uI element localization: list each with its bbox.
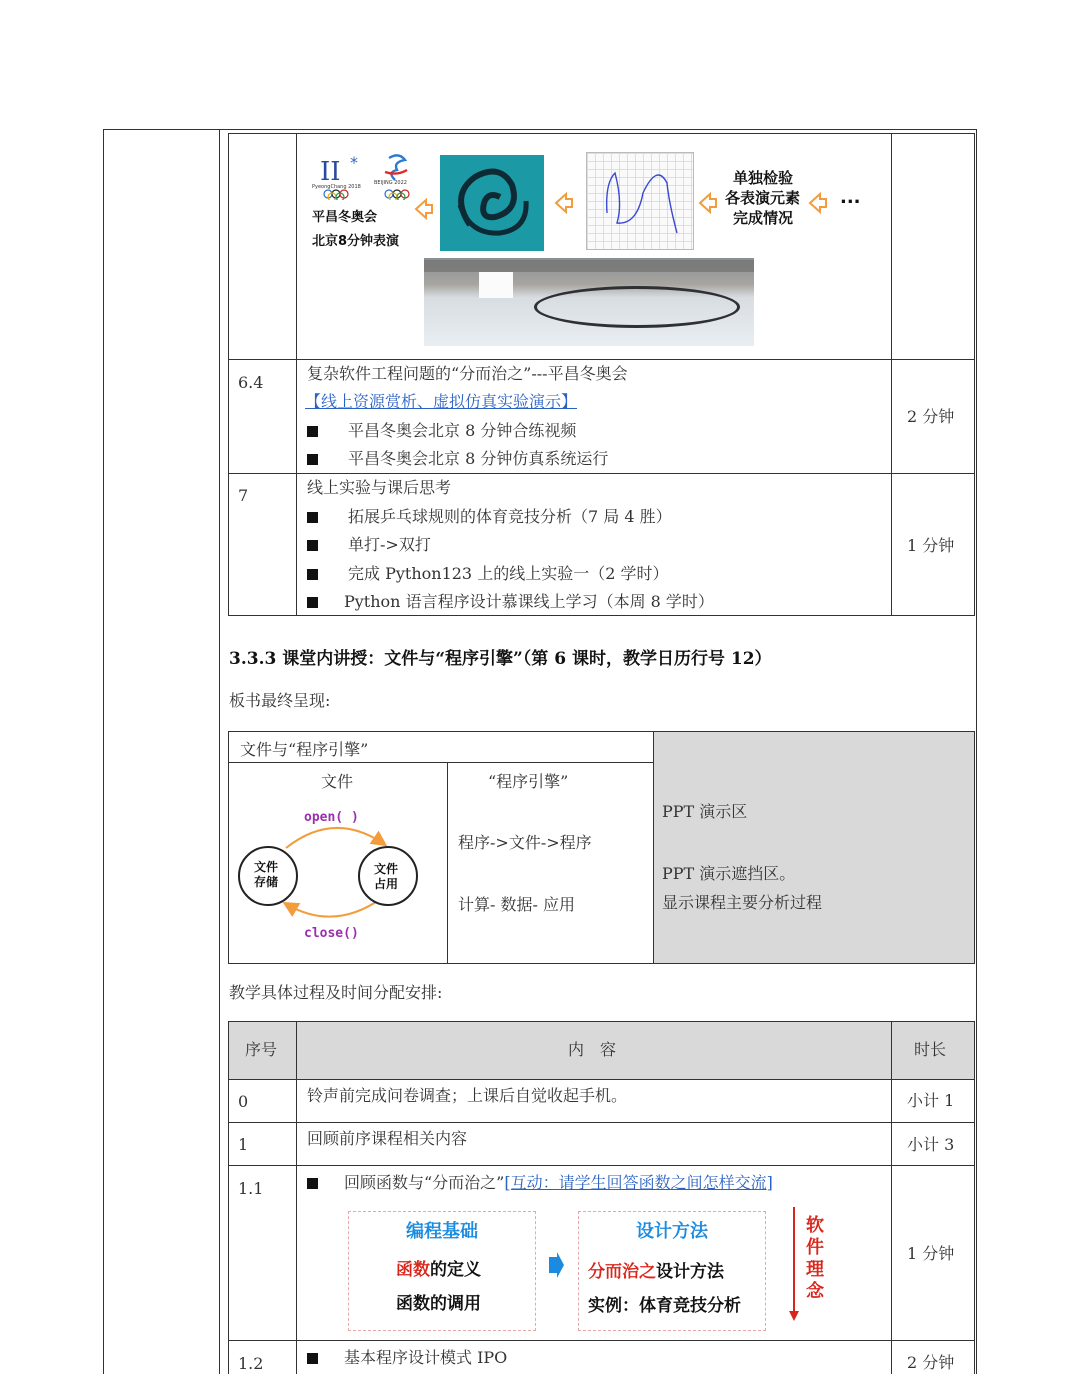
grid-trajectory-image [586,152,694,250]
beijing-logo [375,150,420,200]
row-7-bullet-3: 完成 Python123 上的线上实验一（2 学时） [307,564,668,584]
ppt-area-cell [653,731,974,964]
box1-line3: 函数的调用 [396,1294,481,1314]
right-arrow-icon [698,192,718,218]
row-6-4-time: 2 分钟 [907,407,955,426]
row-1-1-content: 回顾函数与“分而治之”[互动：请学生回答函数之间怎样交流] [307,1173,773,1193]
row-0-num: 0 [238,1092,249,1111]
engine-line-2: 计算- 数据- 应用 [458,895,575,914]
board-label: 板书最终呈现: [229,691,331,710]
row-1-2-time: 2 分钟 [907,1353,955,1372]
box2-line3: 实例：体育竞技分析 [588,1296,741,1316]
row-7-num: 7 [238,486,249,505]
file-col-title: 文件 [321,772,354,791]
middle-arrow-icon [554,192,574,218]
row-6-4-bullet-2: 平昌冬奥会北京 8 分钟仿真系统运行 [307,449,608,469]
row-1-2-content: 基本程序设计模式 IPO [307,1348,507,1368]
engine-col-title: “程序引擎” [488,772,569,791]
pyeongchang-text: PyeongChang 2018 [312,184,361,190]
left-circle-line-1: 文件 [254,860,279,874]
row-7-title: 线上实验与课后思考 [307,478,452,497]
side-note-3: 完成情况 [733,209,794,227]
down-arrow-icon [788,1207,800,1327]
side-note-1: 单独检验 [733,169,794,187]
row-1-1-link[interactable]: [互动：请学生回答函数之间怎样交流] [504,1173,773,1192]
vertical-label-2: 件 [806,1237,824,1258]
vertical-label-1: 软 [806,1215,824,1236]
row-6-4-bullet-1: 平昌冬奥会北京 8 分钟合练视频 [307,421,576,441]
left-arrow-icon [414,198,434,224]
forward-arrow-icon [546,1251,566,1283]
file-cycle-diagram [234,800,434,950]
frame-left [103,129,104,1374]
left-circle-line-2: 存储 [254,875,279,889]
row-1-1-time: 1 分钟 [907,1244,955,1263]
frame-right [976,129,977,1374]
close-label: close() [304,926,359,941]
ppt-area-text: PPT 演示区 [662,802,748,821]
box1-title: 编程基础 [406,1221,478,1242]
teal-swirl-image [440,155,544,251]
row-1-2-num: 1.2 [238,1354,264,1373]
right-circle-line-2: 占用 [374,877,399,891]
section-heading: 3.3.3 课堂内讲授：文件与“程序引擎”（第 6 课时，教学日历行号 12） [229,649,772,669]
box2-line2: 分而治之设计方法 [588,1262,724,1282]
vertical-label-3: 理 [806,1259,824,1280]
row-7-bullet-2: 单打->双打 [307,535,431,555]
ppt-cover-text: PPT 演示遮挡区。 [662,864,796,883]
olympics-graphic [300,140,885,350]
board-title: 文件与“程序引擎” [240,740,369,759]
row-0-time: 小计 1 [907,1091,955,1110]
logos-caption-2: 北京8分钟表演 [312,234,400,249]
box2-title: 设计方法 [636,1221,708,1242]
beijing-text: BEIJING 2022 [374,180,407,186]
row-7-bullet-1: 拓展乒乓球规则的体育竞技分析（7 局 4 胜） [307,507,672,527]
ppt-cover-text-2: 显示课程主要分析过程 [662,893,823,912]
ellipsis: ... [840,187,861,208]
header-num: 序号 [245,1040,278,1059]
row-1-num: 1 [238,1135,249,1154]
row-1-1-num: 1.1 [238,1179,264,1198]
ice-rink-photo [424,258,754,346]
concept-diagram [340,1205,860,1335]
svg-text:*: * [350,153,358,172]
logos-caption-1: 平昌冬奥会 [312,210,378,225]
frame-divider [219,129,220,1374]
row-6-4-num: 6.4 [238,373,264,392]
open-label: open( ) [304,810,359,825]
row-7-time: 1 分钟 [907,536,955,555]
right-circle-line-1: 文件 [374,862,399,876]
box1-line2: 函数的定义 [396,1260,481,1280]
process-label: 教学具体过程及时间分配安排: [229,983,443,1002]
row-1-content: 回顾前序课程相关内容 [307,1129,468,1148]
row-0-content: 铃声前完成问卷调查；上课后自觉收起手机。 [307,1086,628,1105]
row-1-time: 小计 3 [907,1135,955,1154]
svg-text:II: II [320,157,341,187]
header-time: 时长 [914,1040,947,1059]
vertical-label-4: 念 [806,1281,824,1302]
row-7-bullet-4: Python 语言程序设计慕课线上学习（本周 8 学时） [307,592,714,612]
header-content: 内 容 [568,1040,617,1059]
pyeongchang-logo [312,150,372,200]
engine-line-1: 程序->文件->程序 [458,833,592,852]
frame-top [103,129,977,130]
row-6-4-title: 复杂软件工程问题的“分而治之”---平昌冬奥会 [307,364,628,383]
row-6-4-link[interactable]: 【线上资源赏析、虚拟仿真实验演示】 [305,392,578,411]
far-right-arrow-icon [808,192,828,218]
side-note-2: 各表演元素 [725,189,801,207]
